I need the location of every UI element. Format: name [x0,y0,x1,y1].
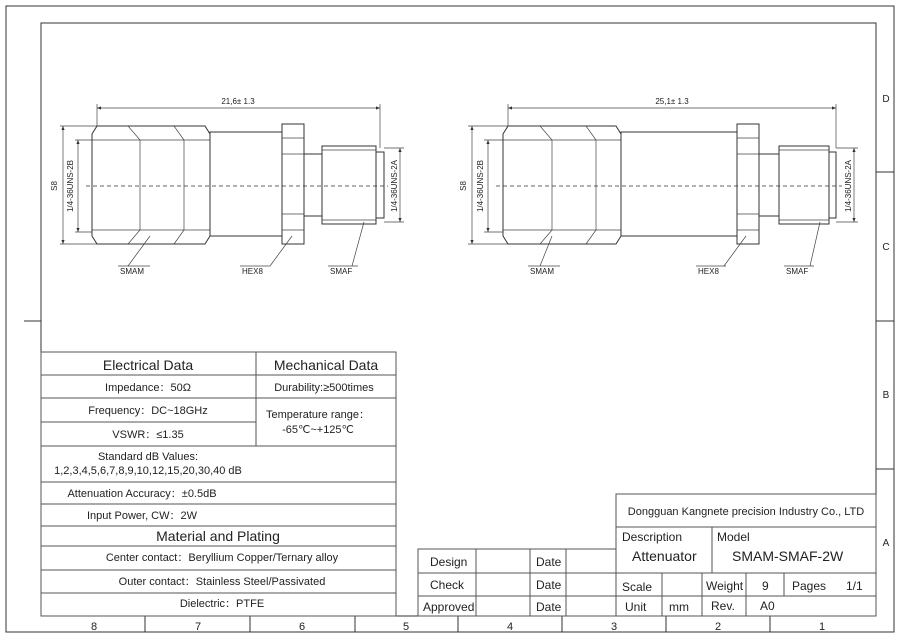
zone-label-3: 3 [610,621,618,633]
smaf-thread [779,146,829,224]
smaf-label: SMAF [786,267,809,276]
hex8-nut [737,124,759,244]
model-value: SMAM-SMAF-2W [732,548,844,564]
outer-contact: Outer contact：Stainless Steel/Passivated [118,576,326,588]
s8-label: S8 [50,181,59,191]
length-dimension: 25,1± 1.3 [655,97,689,106]
zone-label-1: 1 [818,621,826,633]
temperature-label: Temperature range： [266,409,370,421]
title-block [418,494,876,616]
smam-hex-nut [503,126,621,244]
smam-label: SMAM [530,267,554,276]
material-plating-title: Material and Plating [156,528,280,544]
zone-label-c: C [882,242,890,253]
zone-label-8: 8 [90,621,98,633]
zone-label-2: 2 [714,621,722,633]
design-label: Design [430,555,468,569]
db-values-label: Standard dB Values: [97,451,199,463]
unit-label: Unit [625,600,647,614]
smaf-thread [322,146,376,224]
vswr-value: VSWR：≤1.35 [112,429,184,441]
smam-hex-nut [92,126,210,244]
approved-date-label: Date [536,600,562,614]
length-dimension: 21,6± 1.3 [221,97,255,106]
smam-label: SMAM [120,267,144,276]
pages-value: 1/1 [846,579,863,593]
durability-value: Durability:≥500times [274,382,374,394]
attenuator-body [210,132,282,236]
unit-value: mm [669,600,689,614]
right-thread-label: 1/4-36UNS-2A [844,159,853,213]
zone-label-7: 7 [194,621,202,633]
zone-label-5: 5 [402,621,410,633]
scale-label: Scale [622,580,653,594]
rev-label: Rev. [711,599,735,613]
zone-label-b: B [882,390,890,401]
impedance-value: Impedance：50Ω [105,382,191,394]
right-thread-label: 1/4-36UNS-2A [390,159,399,213]
model-label: Model [717,530,750,544]
spec-table [41,352,396,616]
company-name: Dongguan Kangnete precision Industry Co., LTD [627,506,865,518]
description-label: Description [622,530,683,544]
zone-label-a: A [882,538,890,549]
left-thread-label: 1/4-36UNS-2B [66,159,75,213]
weight-label: Weight [706,579,744,593]
s8-label: S8 [459,181,468,191]
weight-value: 9 [762,579,769,593]
center-contact: Center contact：Beryllium Copper/Ternary alloy [105,552,339,564]
db-values-list: 1,2,3,4,5,6,7,8,9,10,12,15,20,30,40 dB [54,465,242,477]
design-date-label: Date [536,555,562,569]
check-date-label: Date [536,578,562,592]
rev-value: A0 [760,599,775,613]
smaf-label: SMAF [330,267,353,276]
zone-label-6: 6 [298,621,306,633]
description-value: Attenuator [632,548,697,564]
connector-drawing-right [459,97,858,276]
input-power: Input Power, CW：2W [86,510,198,522]
frequency-value: Frequency：DC~18GHz [88,405,208,417]
hex8-label: HEX8 [242,267,263,276]
attenuation-accuracy: Attenuation Accuracy：±0.5dB [67,488,217,500]
outer-frame [6,6,894,632]
electrical-data-title: Electrical Data [102,357,194,373]
approved-label: Approved [423,600,475,614]
hex8-label: HEX8 [698,267,719,276]
connector-drawing-left [50,97,404,276]
attenuator-body [621,132,737,236]
check-label: Check [430,578,465,592]
mechanical-data-title: Mechanical Data [273,357,379,373]
pages-label: Pages [792,579,827,593]
zone-label-4: 4 [506,621,514,633]
dielectric: Dielectric：PTFE [179,598,265,610]
zone-label-d: D [882,94,890,105]
hex8-nut [282,124,304,244]
temperature-value: -65℃~+125℃ [282,424,354,436]
left-thread-label: 1/4-36UNS-2B [476,159,485,213]
